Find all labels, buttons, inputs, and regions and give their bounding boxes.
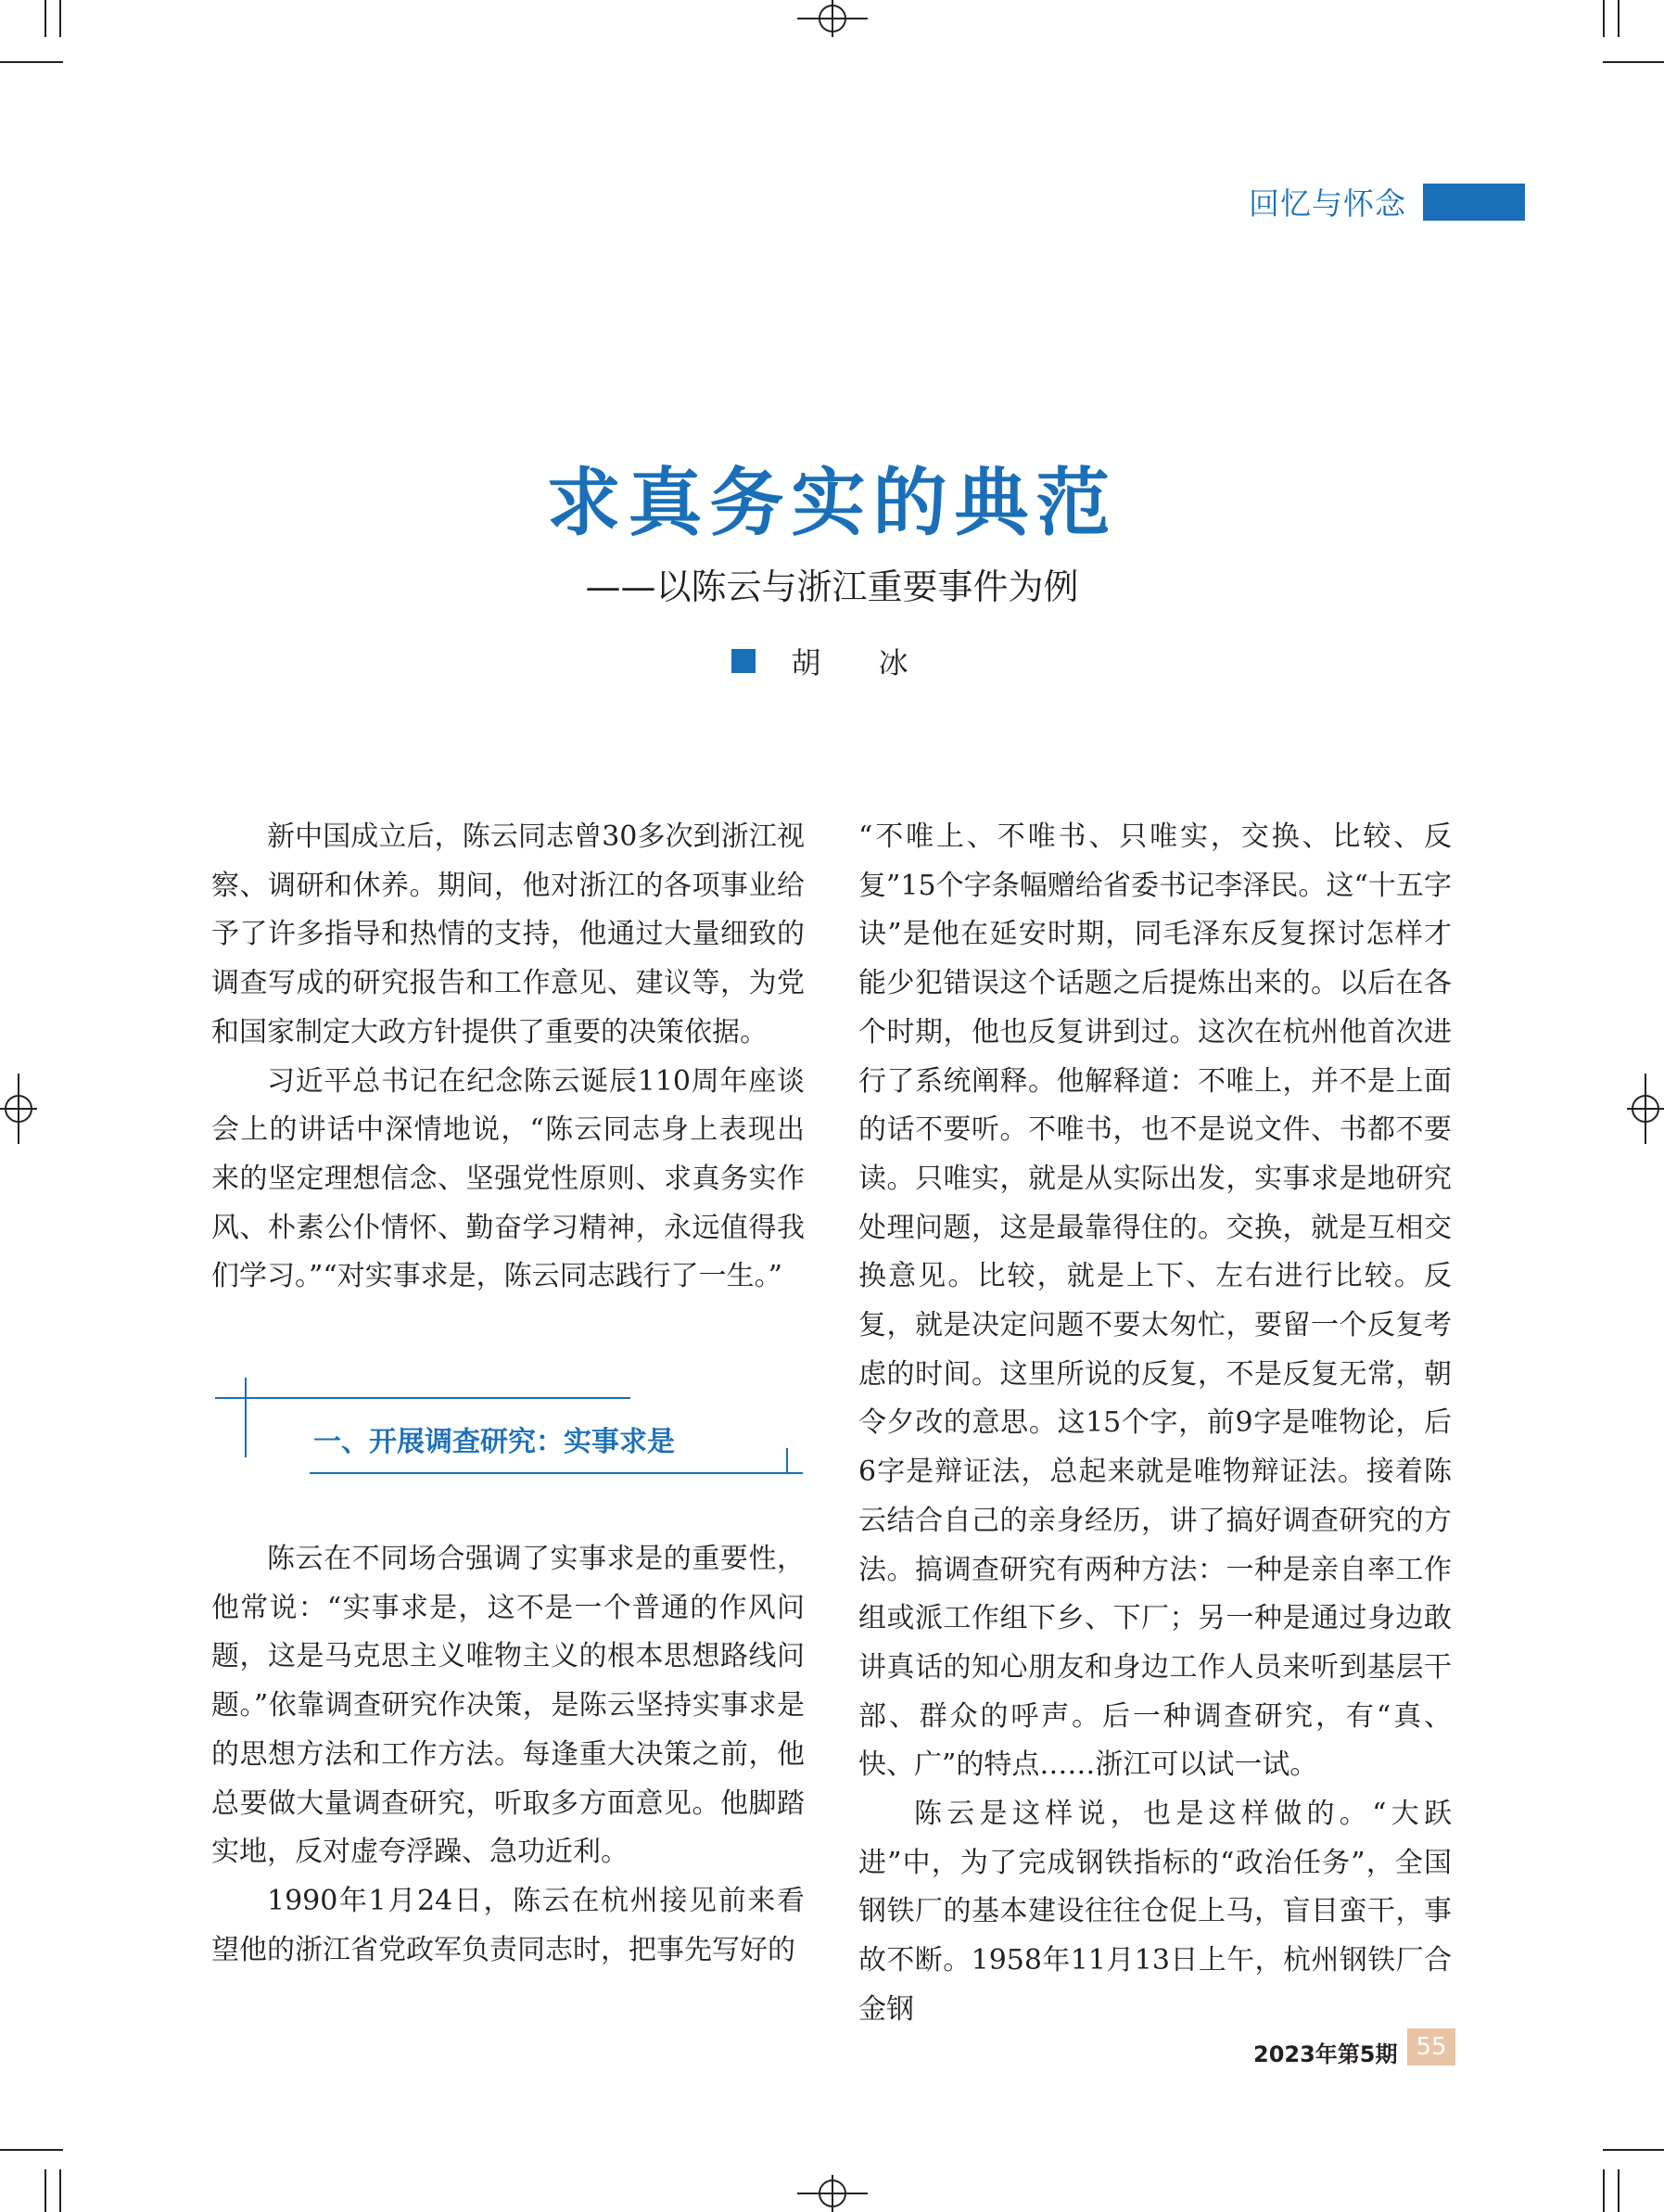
section-heading: 一、开展调查研究：实事求是 <box>313 1426 675 1458</box>
crop-mark <box>1618 0 1620 37</box>
paragraph: 新中国成立后，陈云同志曾30多次到浙江视察、调研和休养。期间，他对浙江的各项事业给予了许多指导和热情的支持，他通过大量细致的调查写成的研究报告和工作意见、建议等，为党和国家制定大政方针提供了重要的决策依据。 <box>211 820 805 1049</box>
paragraph: 陈云是这样说，也是这样做的。“大跃进”中，为了完成钢铁指标的“政治任务”，全国钢铁厂的基本建设往往仓促上马，盲目蛮干，事故不断。1958年11月13日上午，杭州钢铁厂合金钢 <box>858 1798 1452 2026</box>
section-tag <box>1249 180 1525 223</box>
registration-mark-icon <box>797 2175 868 2212</box>
section-tag-bar <box>1423 184 1525 221</box>
registration-mark-icon <box>1627 1074 1664 1144</box>
crop-mark <box>0 2149 63 2151</box>
heading-rule-tick <box>786 1448 788 1474</box>
crop-mark <box>0 61 63 63</box>
heading-rule-top <box>215 1397 630 1399</box>
paragraph: 陈云在不同场合强调了实事求是的重要性，他常说：“实事求是，这不是一个普通的作风问题，这是马克思主义唯物主义的根本思想路线问题。”依靠调查研究作决策，是陈云坚持实事求是的思想方法和工作方法。每逢重大决策之前，他总要做大量调查研究，听取多方面意见。他脚踏实地，反对虚夸浮躁、急功近利。 <box>211 1543 805 1869</box>
section-tag-text: 回忆与怀念 <box>1249 185 1406 222</box>
author-line <box>0 640 1664 682</box>
article-subtitle: ——以陈云与浙江重要事件为例 <box>585 566 1079 607</box>
author-square-icon <box>731 649 756 673</box>
heading-rule-bottom <box>310 1472 803 1474</box>
left-column-intro <box>211 813 805 1302</box>
page-number: 55 <box>1407 2028 1455 2066</box>
paragraph: 1990年1月24日，陈云在杭州接见前来看望他的浙江省党政军负责同志时，把事先写好的 <box>211 1884 805 1966</box>
crop-mark <box>44 2169 46 2212</box>
paragraph: “不唯上、不唯书、只唯实，交换、比较、反复”15个字条幅赠给省委书记李泽民。这“十五字诀”是他在延安时期，同毛泽东反复探讨怎样才能少犯错误这个话题之后提炼出来的。以后在各个时期，他也反复讲到过。这次在杭州他首次进行了系统阐释。他解释道：不唯上，并不是上面的话不要听。不唯书，也不是说文件、书都不要读。只唯实，就是从实际出发，实事求是地研究处理问题，这是最靠得住的。交换，就是互相交换意见。比较，就是上下、左右进行比较。反复，就是决定问题不要太匆忙，要留一个反复考虑的时间。这里所说的反复，不是反复无常，朝令夕改的意思。这15个字，前9字是唯物论，后6字是辩证法，总起来就是唯物辩证法。接着陈云结合自己的亲身经历，讲了搞好调查研究的方法。搞调查研究有两种方法：一种是亲自率工作组或派工作组下乡、下厂；另一种是通过身边敢讲真话的知心朋友和身边工作人员来听到基层干部、群众的呼声。后一种调查研究，有“真、快、广”的特点……浙江可以试一试。 <box>858 820 1452 1782</box>
crop-mark <box>59 2169 61 2212</box>
crop-mark <box>44 0 46 37</box>
crop-mark <box>1603 2169 1605 2212</box>
crop-mark <box>1603 61 1664 63</box>
crop-mark <box>59 0 61 37</box>
author-name: 胡 冰 <box>791 645 933 680</box>
paragraph: 习近平总书记在纪念陈云诞辰110周年座谈会上的讲话中深情地说，“陈云同志身上表现出来的坚定理想信念、坚强党性原则、求真务实作风、朴素公仆情怀、勤奋学习精神，永远值得我们学习。”“对实事求是，陈云同志践行了一生。” <box>211 1064 805 1293</box>
crop-mark <box>1603 0 1605 37</box>
heading-rule-vertical <box>245 1378 247 1457</box>
right-column <box>858 813 1452 2035</box>
crop-mark <box>1603 2149 1664 2151</box>
registration-mark-icon <box>0 1074 37 1144</box>
article-title: 求真务实的典范 <box>546 460 1118 546</box>
left-column-body <box>211 1535 805 1975</box>
issue-label: 2023年第5期 <box>1253 2041 1398 2067</box>
crop-mark <box>1618 2169 1620 2212</box>
registration-mark-icon <box>797 0 868 37</box>
